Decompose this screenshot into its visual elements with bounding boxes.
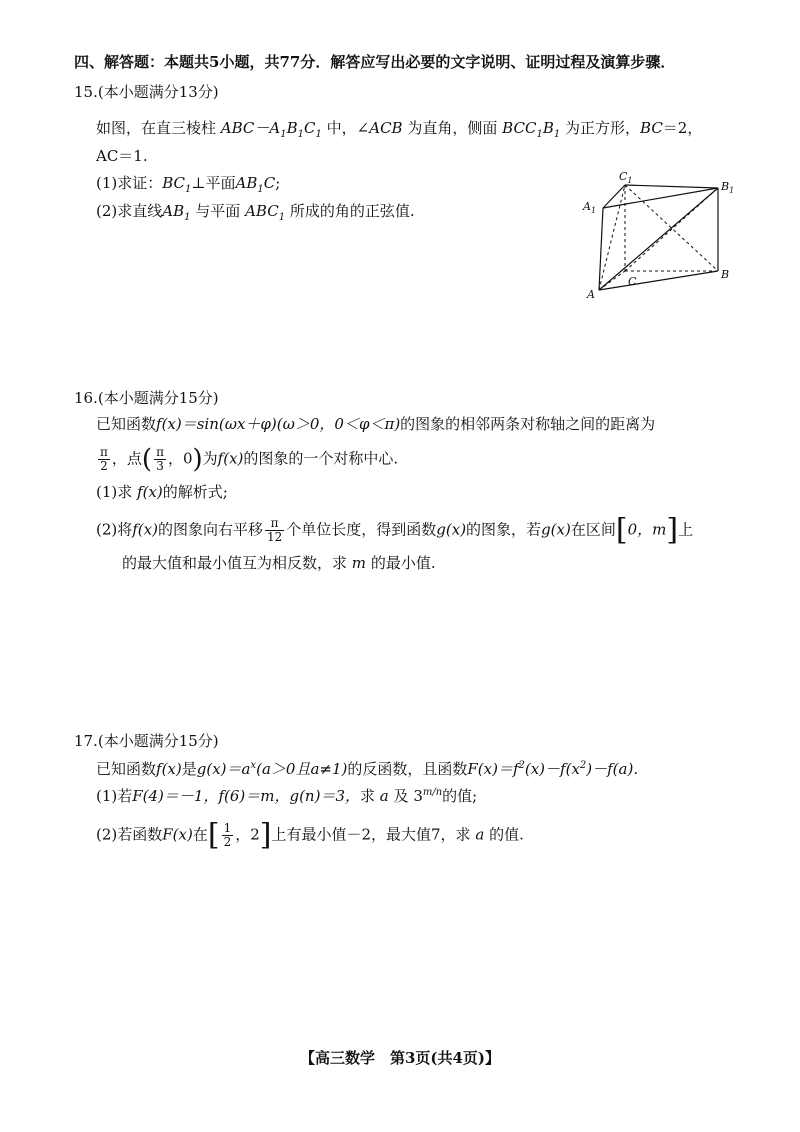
q15-number: 15. xyxy=(74,83,98,101)
q15-points: (本小题满分13分) xyxy=(97,83,219,101)
q15-prism-name: $ABC-A_1B_1C_1$ xyxy=(220,119,322,140)
q15-bc: BC xyxy=(640,119,663,137)
q16-part2-text: 的最小值. xyxy=(370,554,436,572)
q17-part2-text: ，2 xyxy=(235,825,260,844)
q17-text: 已知函数 xyxy=(96,760,157,778)
q15-angle: ACB xyxy=(369,119,403,137)
q17-number: 17. xyxy=(74,732,98,750)
q16-fx: f(x) xyxy=(137,483,163,501)
q16-part1 xyxy=(96,482,228,502)
q17-power: $3^{m/n}$ xyxy=(413,787,443,805)
q16-part2-text: 个单位长度，得到函数 xyxy=(286,520,437,539)
q17-part2-text: 的值. xyxy=(489,825,524,844)
q15-part2-text: 所成的角的正弦值. xyxy=(289,202,415,220)
label-c1: $C_1$ xyxy=(619,170,633,185)
edge-ab1 xyxy=(599,188,718,290)
q17-heading xyxy=(74,731,219,751)
edge-ab xyxy=(599,271,718,290)
q16-interval: 0，m xyxy=(627,520,667,539)
q16-heading xyxy=(74,388,219,408)
q15-heading xyxy=(74,82,219,102)
q17-part2-text: 上有最小值－2，最大值7，求 xyxy=(271,825,471,844)
q16-part2-text: 在区间 xyxy=(570,520,616,539)
edge-ac1 xyxy=(599,185,625,290)
q16-part2-text: 的图象向右平移 xyxy=(157,520,263,539)
q16-line2: $\frac{\pi}{2}$ ，点( $\frac{\pi}{3}$ ，0)为f(x)的图象的一个对称中心. xyxy=(100,444,399,475)
q15-text: 为直角，侧面 xyxy=(407,119,498,137)
q16-part2-text: 的图象，若 xyxy=(466,520,542,539)
q17-fx: f(x) xyxy=(156,760,182,778)
fraction-pi-over-3: $\frac{\pi}{3}$ xyxy=(156,445,164,473)
q17-Fx-ref: F(x) xyxy=(162,825,193,844)
q15-face: $BCC_1B_1$ xyxy=(502,119,561,140)
q17-a: a xyxy=(475,825,485,844)
fraction-one-half: $\frac{1}{2}$ xyxy=(223,821,232,849)
q17-part1-text: 的值; xyxy=(442,787,478,805)
label-c: C xyxy=(628,275,637,288)
fraction-pi-over-12: $\frac{\pi}{12}$ xyxy=(266,516,283,544)
q17-part2-text: 在 xyxy=(192,825,208,844)
edge-a1b1 xyxy=(603,188,718,208)
section-header: 四、解答题：本题共5小题，共77分．解答应写出必要的文字说明、证明过程及演算步骤． xyxy=(74,53,676,71)
q15-bc1: $BC_1$ xyxy=(162,174,192,195)
q16-points: (本小题满分15分) xyxy=(97,389,219,407)
q16-part2-text: 的最大值和最小值互为相反数，求 xyxy=(122,554,348,572)
q17-a: a xyxy=(379,787,389,805)
prism-figure xyxy=(575,168,735,303)
q17-part1 xyxy=(96,786,477,806)
q15-part1-text: ; xyxy=(275,174,281,192)
q16-part2-line2 xyxy=(122,553,436,573)
q16-text: 为 xyxy=(202,449,218,468)
q16-text: 已知函数 xyxy=(96,415,157,433)
q15-part2-text: (2)求直线 xyxy=(96,202,163,220)
q15-text: 为正方形， xyxy=(565,119,641,137)
q16-text: ，点 xyxy=(111,449,142,468)
q17-text: 是 xyxy=(181,760,197,778)
page-footer: 【高三数学 第3页(共4页)】 xyxy=(299,1049,501,1067)
q16-gx: g(x) xyxy=(436,520,467,539)
q17-part2-text: (2)若函数 xyxy=(96,825,163,844)
q16-fx: f(x) xyxy=(217,449,244,468)
q16-text: 的图象的一个对称中心. xyxy=(243,449,399,468)
q17-part1-text: 及 xyxy=(393,787,409,805)
label-a1: $A_1$ xyxy=(583,200,597,215)
q16-part2-text: 上 xyxy=(678,520,694,539)
q15-text: 中，∠ xyxy=(326,119,370,137)
q17-gx: $g(x)=a^x$ xyxy=(196,760,257,778)
q16-text: ，0 xyxy=(167,449,193,468)
q16-part1-text: (1)求 xyxy=(96,483,133,501)
q16-part2: (2)将f(x)的图象向右平移 $\frac{\pi}{12}$ 个单位长度，得到函数g(x)的图象，若g(x)在区间[0，m]上 xyxy=(96,512,694,548)
q17-line1 xyxy=(96,759,638,779)
label-b: B xyxy=(721,268,730,281)
q15-part1 xyxy=(96,173,280,193)
q15-part2-text: 与平面 xyxy=(195,202,241,220)
q15-plane2: $ABC_1$ xyxy=(245,202,286,223)
q17-conditions: F(4)＝－1，f(6)＝m，g(n)＝3， xyxy=(132,787,360,805)
q17-text: 的反函数，且函数 xyxy=(347,760,468,778)
q15-part1-text: (1)求证： xyxy=(96,174,163,192)
q15-stem-line2: AC＝1. xyxy=(96,147,148,165)
q16-text: 的图象的相邻两条对称轴之间的距离为 xyxy=(400,415,656,433)
q15-part1-text: ⊥平面 xyxy=(191,174,236,192)
q17-part1-text: 求 xyxy=(359,787,375,805)
q15-plane: $AB_1C$ xyxy=(235,174,276,195)
q16-fx: f(x) xyxy=(132,520,158,539)
q17-part1-text: (1)若 xyxy=(96,787,133,805)
q16-gx: g(x) xyxy=(541,520,571,539)
fraction-pi-over-2: $\frac{\pi}{2}$ xyxy=(100,445,108,473)
q17-part2: (2)若函数F(x)在[ $\frac{1}{2}$ ，2]上有最小值－2，最大值7，求 a 的值. xyxy=(96,817,524,853)
q15-text: ＝2， xyxy=(662,119,703,137)
q16-part1-text: 的解析式; xyxy=(162,483,228,501)
q17-condition: (a＞0且a≠1) xyxy=(256,760,348,778)
q17-points: (本小题满分15分) xyxy=(97,732,219,750)
label-a: A xyxy=(587,288,595,301)
q16-function: f(x)＝sin(ωx＋φ)(ω＞0，0＜φ＜π) xyxy=(156,415,401,433)
q17-Fx: $F(x)=f^2(x)-f(x^2)-f(a)$. xyxy=(467,760,639,778)
q15-part2 xyxy=(96,201,415,221)
q15-ab1: $AB_1$ xyxy=(162,202,191,223)
q16-m: m xyxy=(351,554,367,572)
q16-part2-text: (2)将 xyxy=(96,520,133,539)
label-b1: $B_1$ xyxy=(721,180,735,195)
q15-text: 如图，在直三棱柱 xyxy=(96,119,217,137)
edge-c1b1 xyxy=(625,185,718,188)
q16-line1 xyxy=(96,414,655,434)
q15-stem-line1 xyxy=(96,118,702,138)
q16-number: 16. xyxy=(74,389,98,407)
